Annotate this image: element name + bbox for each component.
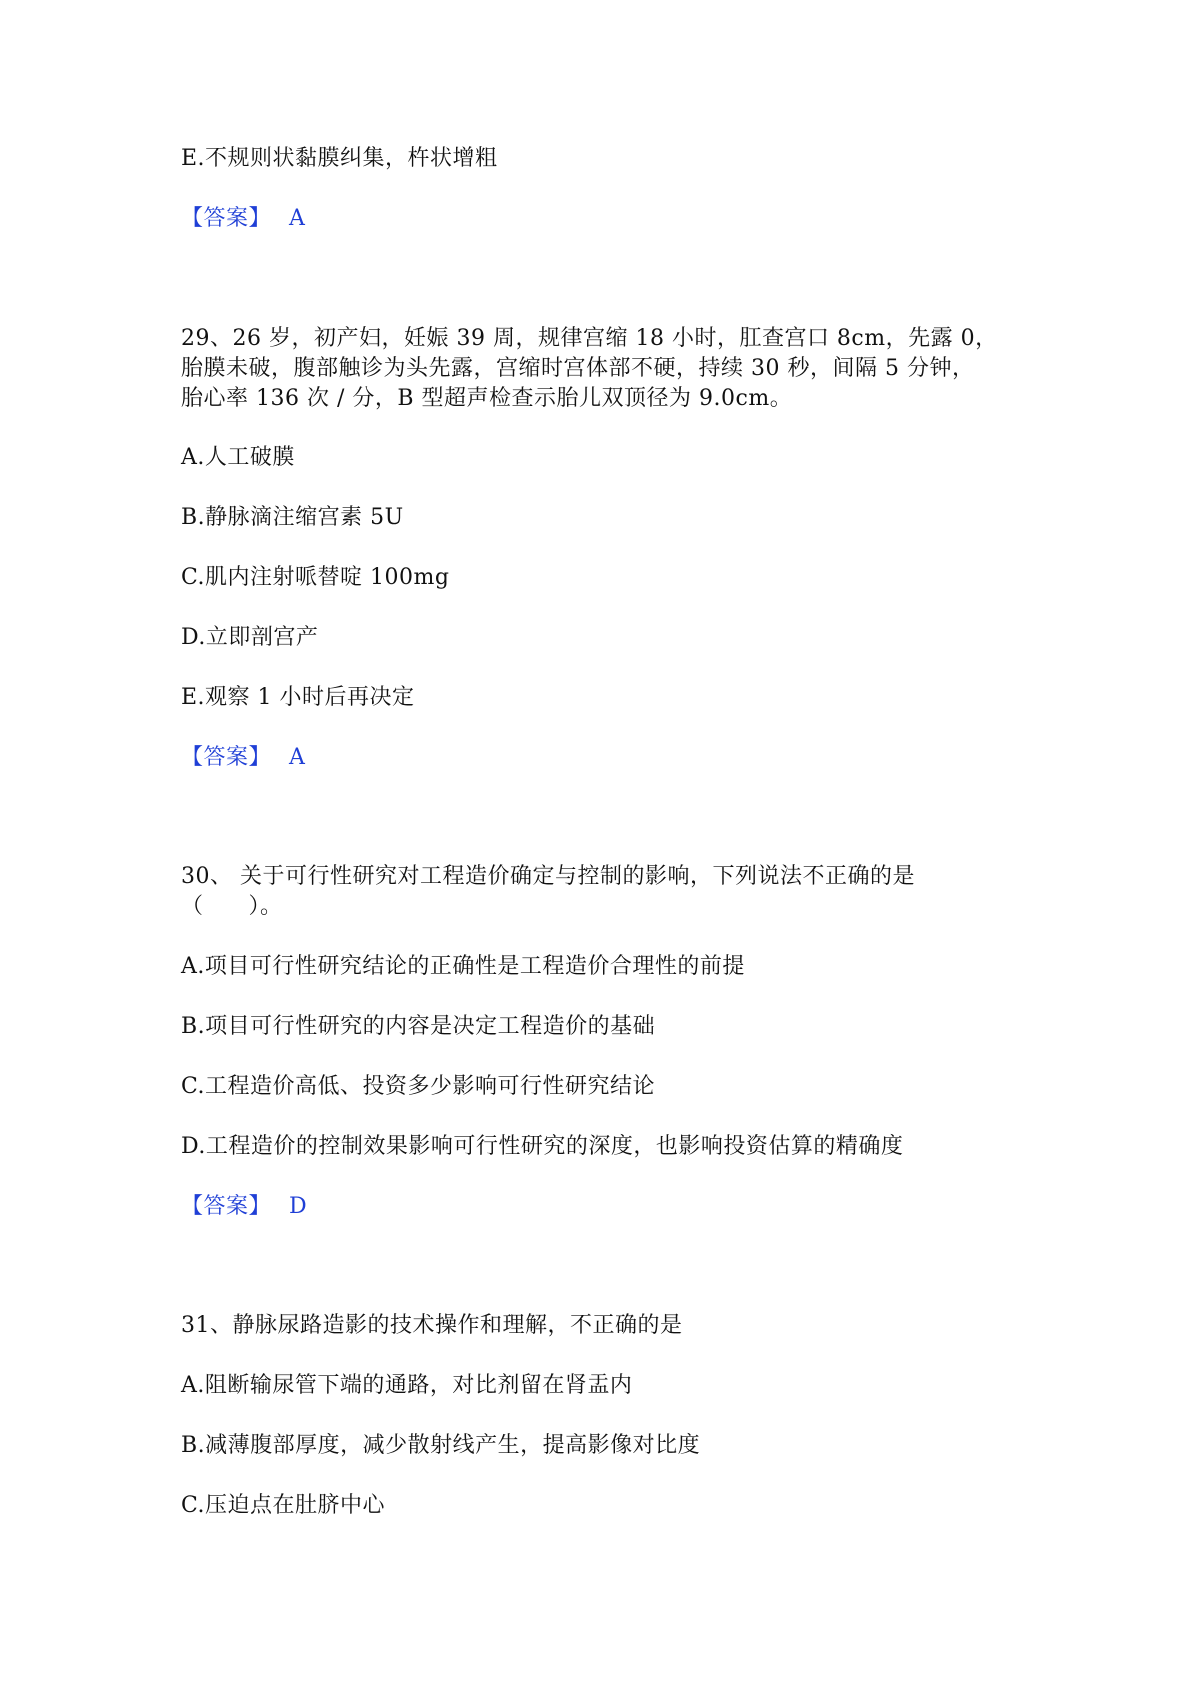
q28-answer bbox=[181, 204, 305, 234]
q30-option-b: B.项目可行性研究的内容是决定工程造价的基础 bbox=[181, 1014, 656, 1039]
q31-option-a: A.阻断输尿管下端的通路，对比剂留在肾盂内 bbox=[181, 1373, 633, 1398]
answer-value: A bbox=[289, 206, 306, 231]
q29-option-c: C.肌内注射哌替啶 100mg bbox=[181, 565, 450, 590]
q31-stem-line-1: 31、静脉尿路造影的技术操作和理解，不正确的是 bbox=[181, 1313, 683, 1338]
q29-stem-line-1: 29、26 岁，初产妇，妊娠 39 周，规律宫缩 18 小时，肛查宫口 8cm，先露 0， bbox=[181, 326, 998, 351]
q29-stem-line-2: 胎膜未破，腹部触诊为头先露，宫缩时宫体部不硬，持续 30 秒，间隔 5 分钟， bbox=[181, 356, 975, 381]
q29-option-b: B.静脉滴注缩宫素 5U bbox=[181, 505, 404, 530]
answer-label: 【答案】 bbox=[181, 745, 272, 770]
q31-option-b: B.减薄腹部厚度，减少散射线产生，提高影像对比度 bbox=[181, 1433, 701, 1458]
q30-option-c: C.工程造价高低、投资多少影响可行性研究结论 bbox=[181, 1074, 656, 1099]
q29-option-d: D.立即剖宫产 bbox=[181, 625, 319, 650]
answer-label: 【答案】 bbox=[181, 1194, 272, 1219]
q29-answer bbox=[181, 743, 305, 773]
q30-stem-line-2: （ ）。 bbox=[181, 894, 283, 919]
q30-option-d: D.工程造价的控制效果影响可行性研究的深度，也影响投资估算的精确度 bbox=[181, 1134, 904, 1159]
answer-value: D bbox=[289, 1194, 308, 1219]
q30-stem-line-1: 30、 关于可行性研究对工程造价确定与控制的影响，下列说法不正确的是 bbox=[181, 864, 915, 889]
q29-option-a: A.人工破膜 bbox=[181, 445, 295, 470]
q30-answer bbox=[181, 1192, 307, 1222]
answer-value: A bbox=[289, 745, 306, 770]
q30-option-a: A.项目可行性研究结论的正确性是工程造价合理性的前提 bbox=[181, 954, 745, 979]
q29-stem-line-3: 胎心率 136 次 / 分，B 型超声检查示胎儿双顶径为 9.0cm。 bbox=[181, 386, 793, 411]
answer-label: 【答案】 bbox=[181, 206, 272, 231]
q31-option-c: C.压迫点在肚脐中心 bbox=[181, 1493, 386, 1518]
q29-option-e: E.观察 1 小时后再决定 bbox=[181, 685, 415, 710]
q28-option-e: E.不规则状黏膜纠集，杵状增粗 bbox=[181, 146, 498, 171]
